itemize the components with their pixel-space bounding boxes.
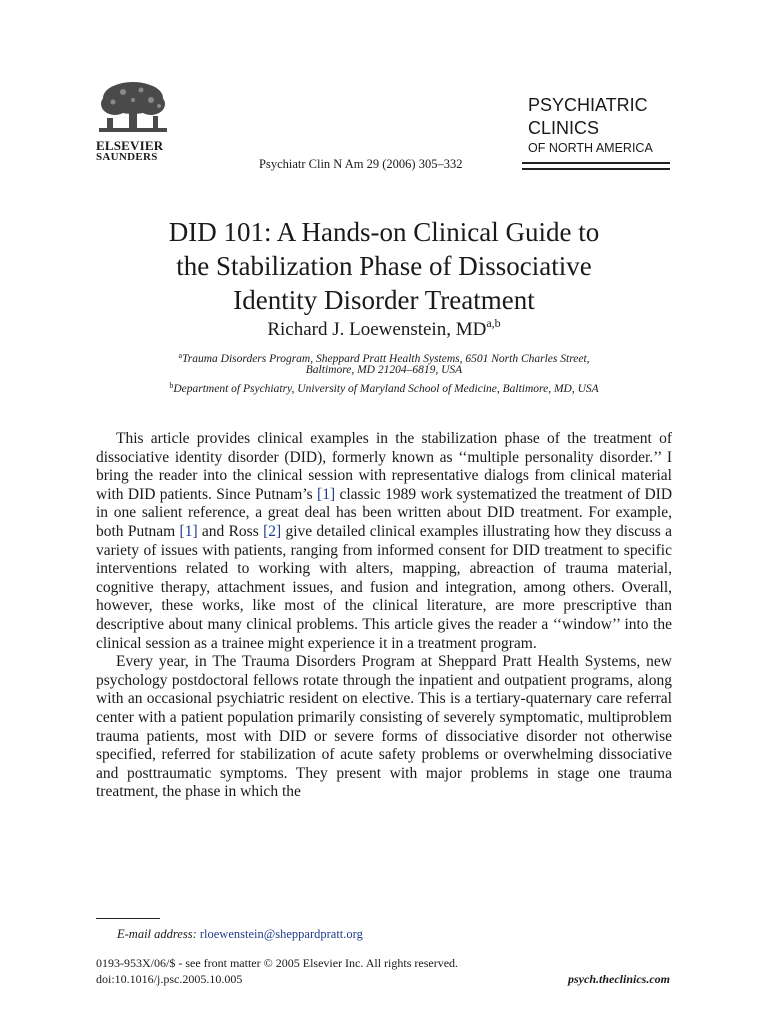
reference-link[interactable]: [1]	[317, 485, 336, 503]
journal-website[interactable]: psych.theclinics.com	[568, 972, 670, 986]
affiliation-a-continued	[96, 363, 672, 378]
title-line: DID 101: A Hands-on Clinical Guide to	[168, 217, 600, 247]
body-paragraph	[96, 430, 672, 653]
issn-copyright: 0193-953X/06/$ - see front matter © 2005 Elsevier Inc. All rights reserved.	[96, 956, 459, 970]
body-text: and Ross	[197, 522, 264, 540]
footnote-rule	[96, 918, 160, 919]
journal-rule-top	[522, 162, 670, 164]
journal-rule-bottom	[522, 168, 670, 170]
author-affiliation-marks: a,b	[486, 316, 501, 330]
affiliation-text: Trauma Disorders Program, Sheppard Pratt Health Systems, 6501 North Charles Street,	[182, 353, 590, 365]
article-body	[96, 430, 672, 802]
body-text: This article provides clinical examples in the stabilization phase of the treatment of dissociative identity disorder (DID), formerly known as ‘‘multiple personality disorder.’’ I bring the reader into the clinical session with representative dialogs from clinical material with DID patients. Since Putnam’s	[96, 430, 672, 503]
reference-link[interactable]: [1]	[179, 522, 198, 540]
affiliation-text: Baltimore, MD 21204–6819, USA	[305, 364, 463, 376]
affiliation-mark: b	[169, 381, 174, 390]
affiliation-text: Department of Psychiatry, University of Maryland School of Medicine, Baltimore, MD, USA	[173, 383, 599, 395]
journal-title-line-1: PSYCHIATRIC	[528, 95, 648, 115]
author-email	[117, 927, 363, 942]
body-text: classic 1989 work systematized the treatment of DID in one salient reference, a great deal has been written about DID treatment. For example, both Putnam	[96, 485, 673, 540]
reference-link[interactable]: [2]	[263, 522, 282, 540]
journal-title-line-2: CLINICS	[528, 118, 600, 138]
journal-title-line-3: OF NORTH AMERICA	[528, 141, 653, 155]
email-link[interactable]: rloewenstein@sheppardpratt.org	[199, 927, 363, 941]
affiliation-b	[96, 378, 672, 397]
article-title	[80, 215, 688, 317]
title-line: the Stabilization Phase of Dissociative	[176, 251, 592, 281]
affiliation-mark: a	[178, 351, 183, 360]
publisher-name: ELSEVIER	[96, 138, 164, 153]
email-label: E-mail address:	[117, 927, 197, 941]
title-line: Identity Disorder Treatment	[233, 285, 535, 315]
doi: doi:10.1016/j.psc.2005.10.005	[96, 972, 243, 986]
body-text: give detailed clinical examples illustrating how they discuss a variety of issues with patients, ranging from informed consent for DID treatment to specific interventions related to working with alters, mapping, abreaction of trauma material, cognitive therapy, attachment issues, and fusion and integration, among others. Overall, however, these works, like most of the clinical literature, are more prescriptive than descriptive about many clinical problems. This article gives the reader a ‘‘window’’ into the clinical session as a trainee might experience it in a treatment program.	[96, 522, 672, 652]
journal-citation: Psychiatr Clin N Am 29 (2006) 305–332	[259, 157, 463, 171]
author-line	[80, 316, 688, 341]
publisher-imprint: SAUNDERS	[96, 151, 158, 163]
author-name: Richard J. Loewenstein, MD	[267, 319, 487, 340]
body-paragraph: Every year, in The Trauma Disorders Program at Sheppard Pratt Health Systems, new psychology postdoctoral fellows rotate through the inpatient and outpatient programs, along with an occasional psychiatric resident on elective. This is a tertiary-quaternary care referral center with a patient population primarily consisting of severely symptomatic, multiproblem trauma patients, most with DID or severe forms of dissociative disorder not otherwise specified, referred for stabilization of acute safety problems or overwhelming dissociative and posttraumatic symptoms. They present with major problems in stage one trauma treatment, the phase in which the	[96, 653, 672, 801]
